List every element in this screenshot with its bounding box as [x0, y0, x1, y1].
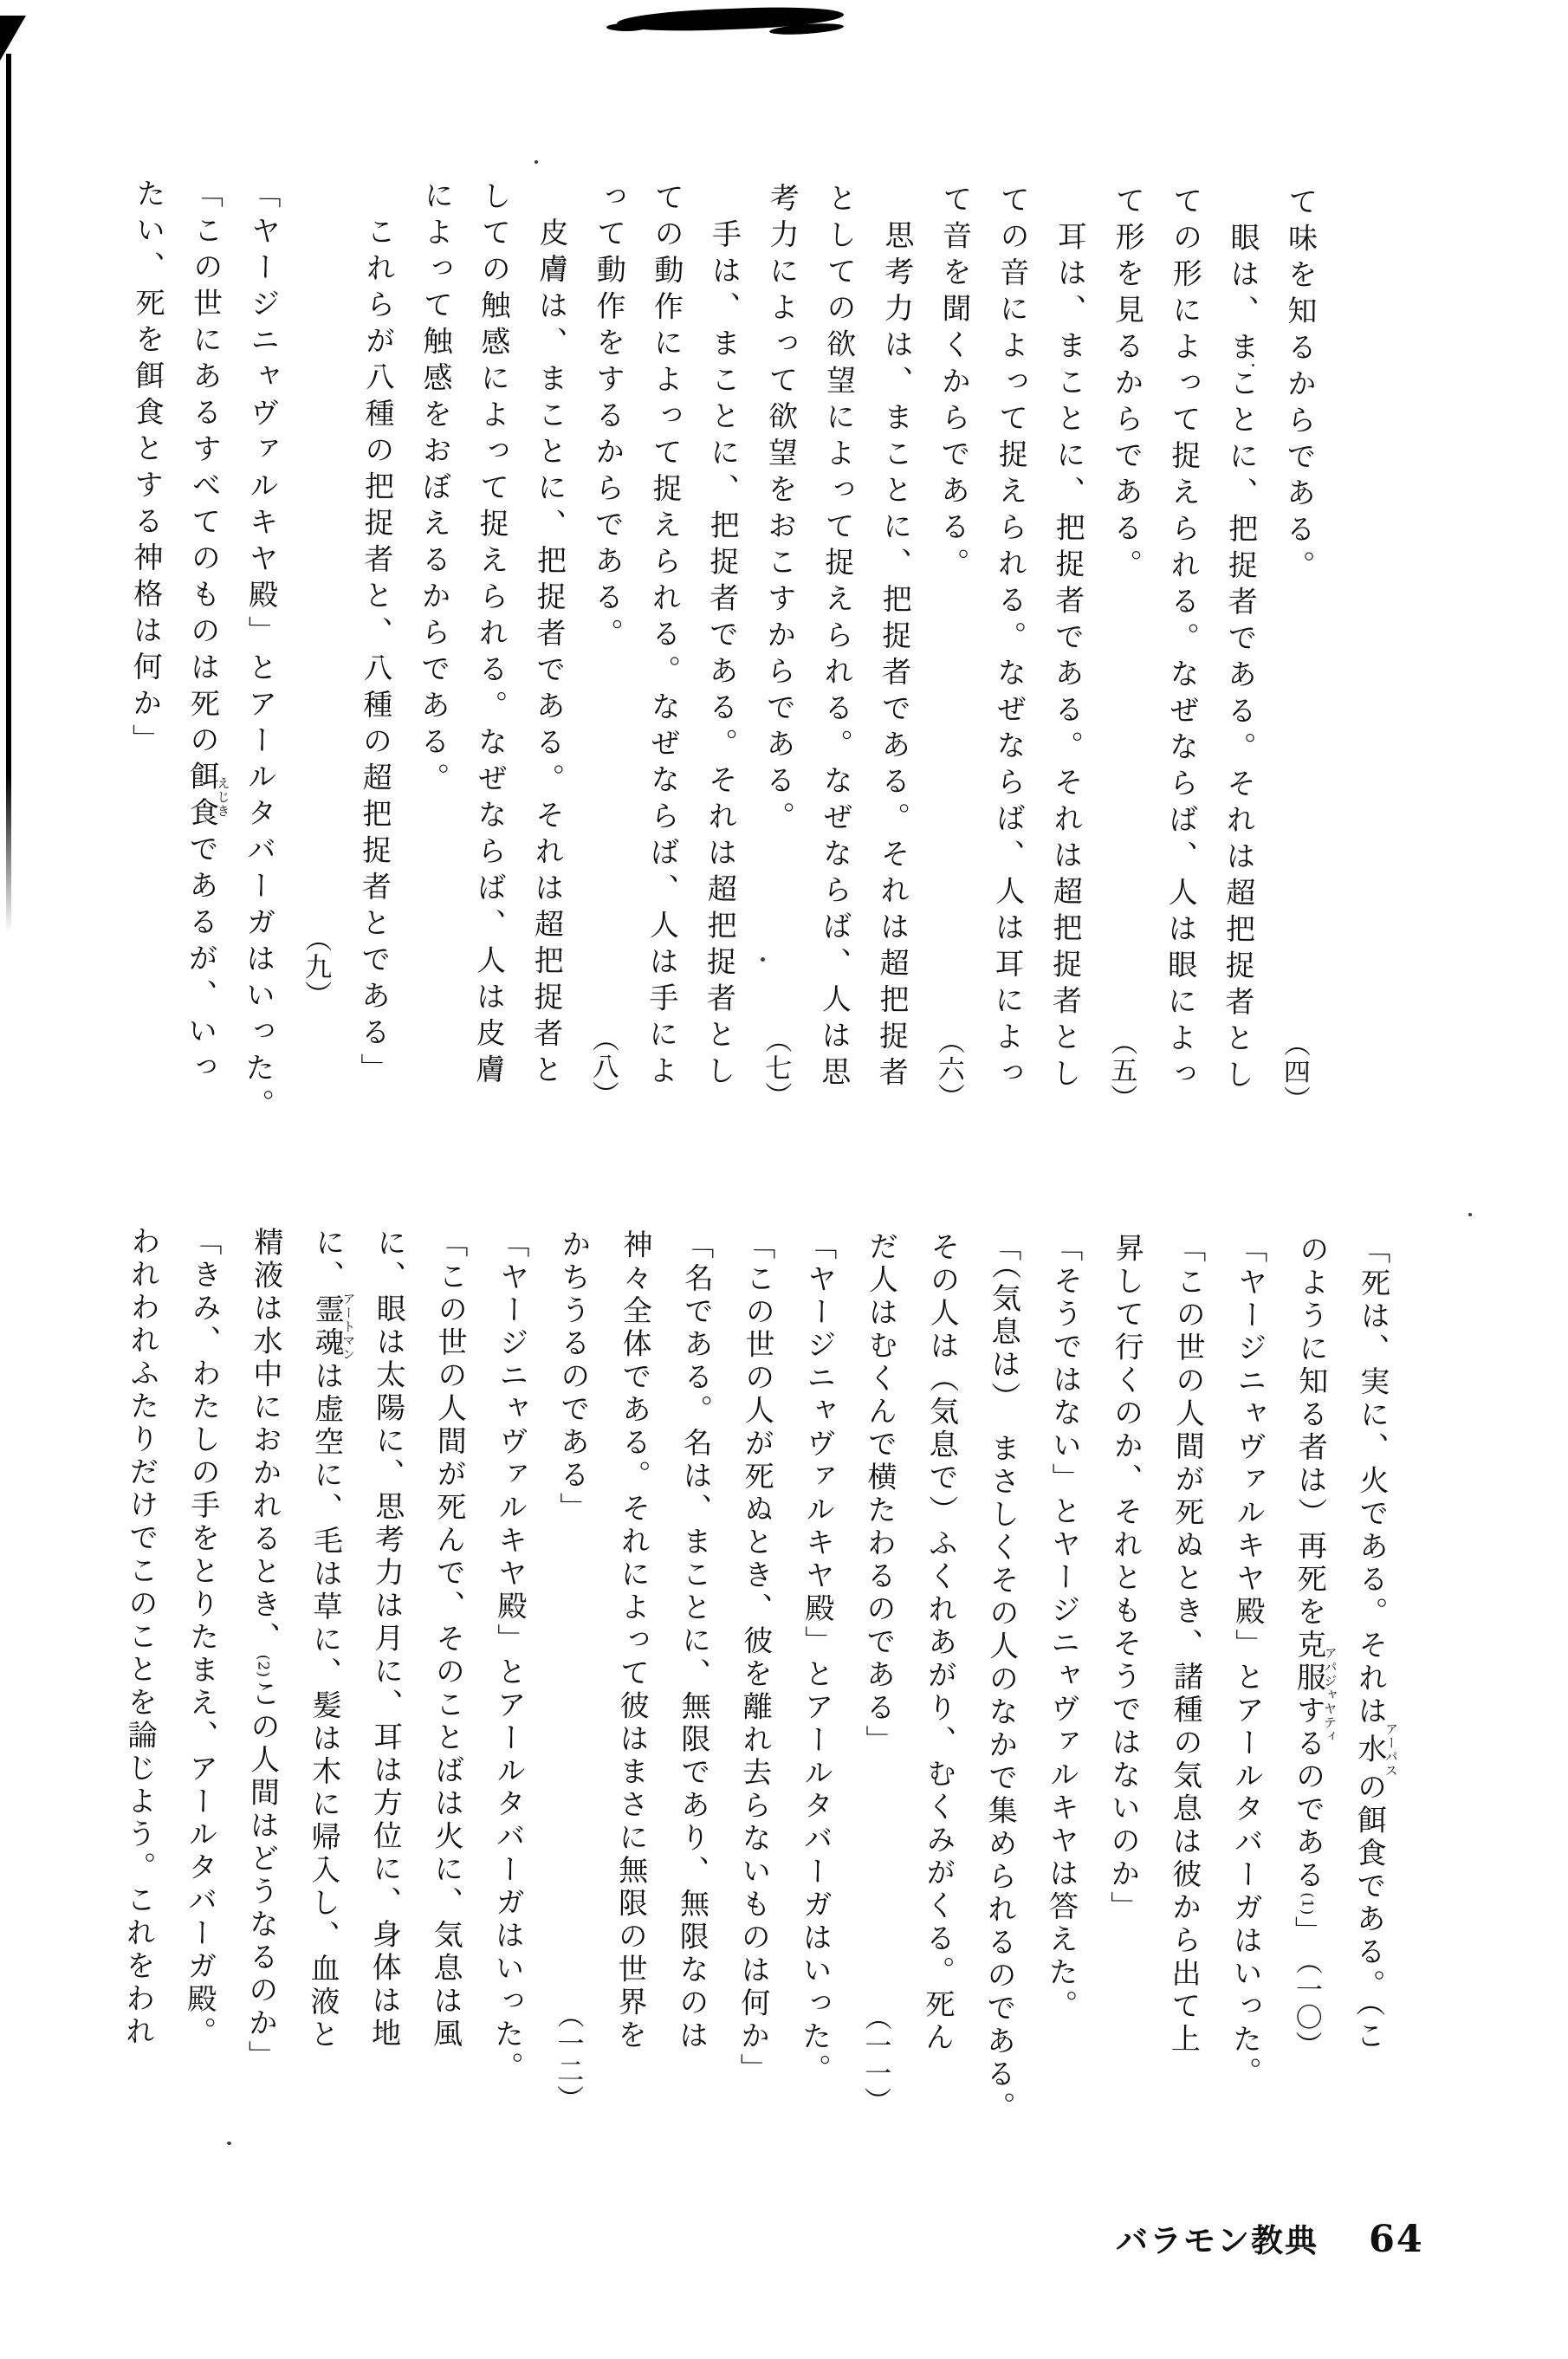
footer-page-number: 64	[1369, 2218, 1424, 2261]
text-column: 昇して行くのか、それともそうではないのか」	[1105, 1232, 1145, 1924]
footer	[1116, 2214, 1424, 2261]
scan-speck	[535, 160, 538, 164]
text-column: ての形によって捉えられる。なぜならば、人は眼によっ	[1161, 185, 1203, 1095]
section-number: （四）	[1278, 1029, 1311, 1113]
text-column: 「ヤージニャヴァルキヤ殿」とアールタバーガはいった。	[239, 178, 282, 1125]
section-number: （九）	[299, 924, 332, 1008]
section-number: （一二）	[551, 2001, 584, 2113]
text-column: としての欲望によって捉えられる。なぜならば、人は思	[815, 182, 858, 1093]
text-column: 「そうではない」とヤージニャヴァルキヤは答えた。	[1042, 1232, 1084, 2023]
scan-speck	[227, 2142, 231, 2145]
text-column: て音を聞くからである。 （六）	[919, 184, 983, 1147]
text-column: 「（気息は） まさしくその人のなかで集められるのである。	[980, 1231, 1022, 2124]
text-column: て形を見るからである。 （五）	[1092, 185, 1156, 1148]
text-column: 考力によって欲望をおこすからである。 （七）	[746, 182, 810, 1145]
text-column: 眼は、まことに、把捉者である。それは超把捉者とし	[1219, 222, 1260, 1096]
text-column: 手は、まことに、把捉者である。それは超把捉者とし	[700, 217, 742, 1092]
text-column: 「死は、実に、火である。それは水アーパスの餌食である。（こ	[1350, 1234, 1400, 2053]
text-column: たい、死を餌食とする神格は何か」	[126, 178, 166, 761]
text-column: これらが八種の把捉者と、八種の超把捉者とである」	[354, 216, 396, 1090]
text-block-bottom	[105, 1226, 1403, 2127]
text-column: だ人はむくんで横たわるのである」 （一一）	[844, 1231, 911, 2123]
text-block-top	[112, 178, 1329, 1150]
text-column: 神々全体である。それによって彼はまさに無限の世界を	[612, 1228, 653, 2052]
text-column: 「この世にあるすべてのものは死の餌食えじきであるが、いっ	[182, 178, 231, 1089]
text-column	[285, 179, 349, 1143]
text-column: 「この世の人が死ぬとき、彼を離れ去らないものは何か」	[735, 1229, 776, 2086]
text-column: によって触感をおぼえるからである。	[414, 179, 454, 799]
text-column: 「名である。名は、まことに、無限であり、無限なのは	[673, 1229, 715, 2053]
text-column: かちうるのである」 （一二）	[536, 1228, 604, 2121]
text-column: て味を知るからである。 （四）	[1265, 186, 1329, 1150]
section-number: （五）	[1105, 1028, 1137, 1112]
text-column: ての動作によって捉えられる。なぜならば、人は手によ	[643, 181, 684, 1092]
footnote-ref: (1)	[1298, 1892, 1316, 1916]
ink-smudge	[606, 23, 646, 31]
furigana-annotated-word: 水アーパス	[1351, 1721, 1400, 1778]
text-column: 耳は、まことに、把捉者である。それは超把捉者とし	[1046, 220, 1087, 1095]
text-column: 思考力は、まことに、把捉者である。それは超把捉者	[873, 219, 915, 1093]
furigana-annotated-word: 克服するアパジャヤティ	[1290, 1629, 1338, 1761]
text-column: に、眼は太陽に、思考力は月に、耳は方位に、身体は地	[366, 1227, 407, 2051]
section-number: （一〇）	[1290, 1947, 1323, 2059]
text-column: しての触感によって捉えられる。なぜならば、人は皮膚	[470, 180, 512, 1091]
section-number: （八）	[586, 1025, 619, 1109]
text-column: 皮膚は、まことに、把捉者である。それは超把捉者と	[528, 217, 569, 1091]
text-column: のように知る者は）再死を克服するアパジャヤティのである(1)」 （一〇）	[1274, 1234, 1342, 2126]
text-column: って動作をするからである。 （八）	[573, 181, 638, 1144]
text-column: に、霊魂アートマンは虚空に、毛は草に、髪は木に帰入し、血液と	[304, 1227, 357, 2052]
text-column: 「ヤージニャヴァルキヤ殿」とアールタバーガはいった。	[1227, 1233, 1268, 2090]
text-column: その人は（気息で）ふくれあがり、むくみがくる。死ん	[919, 1231, 961, 2055]
section-number: （一一）	[859, 2003, 891, 2115]
section-number: （七）	[760, 1026, 792, 1110]
text-column: われわれふたりだけでこのことを論じよう。これをわれ	[120, 1225, 161, 2049]
text-column: 「この世の人間が死んで、そのことばは火に、気息は風	[427, 1228, 469, 2051]
furigana-annotated-word: 霊魂アートマン	[308, 1292, 357, 1362]
section-number: （六）	[932, 1027, 965, 1111]
scan-corner-mark	[0, 16, 26, 61]
scan-edge-line	[6, 54, 11, 933]
text-column: 「きみ、わたしの手をとりたまえ、アールタバーガ殿。	[181, 1226, 223, 2050]
text-column: 「ヤージニャヴァルキヤ殿」とアールタバーガはいった。	[796, 1230, 838, 2087]
footnote-ref: (2)	[254, 1654, 272, 1678]
footer-title: バラモン教典	[1116, 2221, 1319, 2259]
text-column: 精液は水中におかれるとき、(2)この人間はどうなるのか」	[243, 1226, 284, 2074]
text-column: ての音によって捉えられる。なぜならば、人は耳によっ	[988, 184, 1030, 1094]
text-column: 「ヤージニャヴァルキヤ殿」とアールタバーガはいった。	[489, 1228, 530, 2084]
text-column: 「この世の人間が死ぬとき、諸種の気息は彼から出て上	[1165, 1233, 1207, 2057]
furigana-annotated-word: 餌食えじき	[184, 760, 231, 834]
scan-speck	[1468, 1213, 1472, 1216]
